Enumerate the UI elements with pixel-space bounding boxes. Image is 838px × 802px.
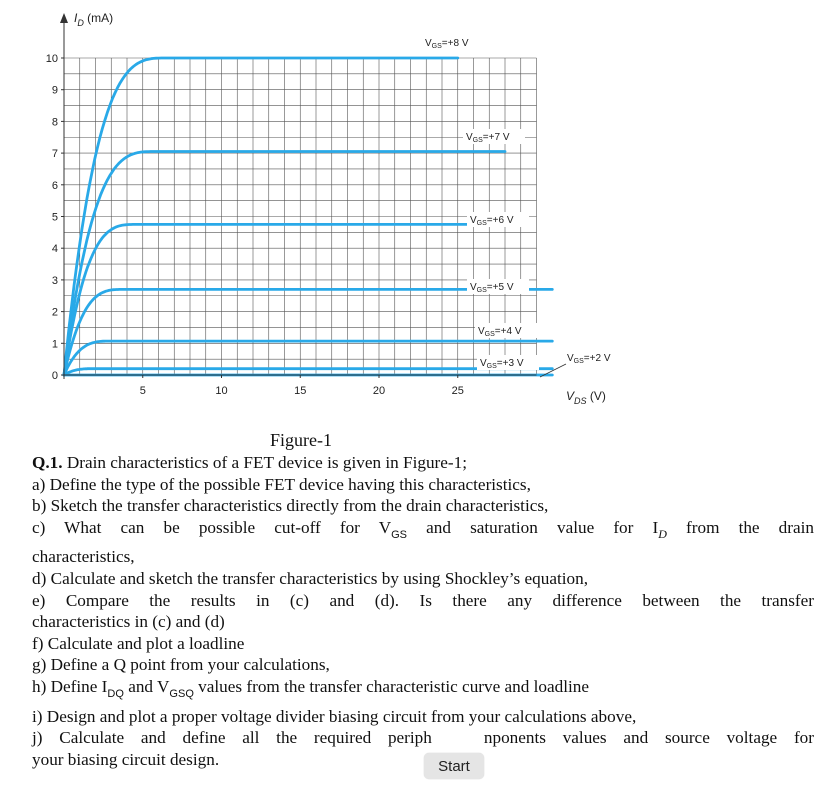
figure-caption: Figure-1 [270, 430, 332, 450]
y-tick-label: 7 [51, 148, 58, 161]
item-d: d) Calculate and sketch the transfer characteristics by using Shockley’s equation, [32, 568, 589, 588]
item-e-line2: characteristics in (c) and (d) [32, 612, 225, 632]
item-f: f) Calculate and plot a loadline [32, 633, 245, 653]
item-a: a) Define the type of the possible FET device having this characteristics, [32, 474, 531, 494]
item-c-cont: characteristics, [32, 547, 135, 567]
y-tick-label: 2 [51, 306, 58, 319]
chart-series-labels [422, 35, 626, 377]
question-intro: Q.1. Drain characteristics of a FET device is given in Figure-1; [32, 453, 467, 472]
question-text [32, 452, 814, 770]
x-tick-label: 25 [451, 385, 464, 397]
item-j-line1: j) Calculate and define all the required periph nponents values and source voltage for [32, 728, 814, 748]
series-label: $V_{GS}=+3$ V [480, 358, 524, 370]
item-c: c) What can be possible cut-off for $V_{GS}$ and saturation value for $I_D$ from the drain [32, 517, 814, 541]
item-b: b) Sketch the transfer characteristics directly from the drain characteristics, [32, 496, 549, 516]
y-tick-label: 6 [51, 179, 58, 192]
series-label: $V_{GS}=+8$ V [425, 38, 469, 50]
question-title: Q.1. [32, 453, 63, 472]
x-tick-label: 15 [294, 385, 307, 397]
item-h: h) Define $I_{DQ}$ and $V_{GSQ}$ values from the transfer characteristic curve and loadline [32, 676, 590, 700]
y-tick-label: 1 [51, 338, 58, 351]
series-label: $V_{GS}=+6$ V [470, 215, 514, 227]
y-axis-label: $I_D$ (mA) [74, 11, 114, 28]
y-tick-label: 3 [51, 274, 58, 287]
x-tick-label: 5 [139, 385, 146, 397]
item-g: g) Define a Q point from your calculations, [32, 655, 330, 675]
series-label: $V_{GS}=+5$ V [470, 282, 514, 294]
x-tick-label: 20 [372, 385, 386, 397]
x-axis-label: $V_{DS}$ (V) [566, 389, 606, 406]
y-axis-arrow [60, 13, 68, 23]
y-tick-label: 10 [45, 53, 58, 65]
x-tick-label: 10 [215, 385, 228, 397]
chart-axes [60, 11, 606, 406]
chart-grid [64, 58, 537, 375]
y-tick-label: 4 [51, 243, 58, 256]
y-tick-label: 0 [51, 370, 58, 382]
series-label: $V_{GS}=+2$ V [567, 353, 611, 365]
item-i: i) Design and plot a proper voltage divider biasing circuit from your calculations above, [32, 706, 637, 726]
y-tick-label: 5 [51, 211, 58, 224]
item-j-line2: your biasing circuit design. [32, 749, 220, 769]
series-label: $V_{GS}=+7$ V [466, 132, 510, 144]
start-button[interactable]: Start [424, 753, 484, 779]
y-tick-label: 8 [51, 116, 58, 129]
y-tick-label: 9 [51, 84, 58, 97]
series-label: $V_{GS}=+4$ V [478, 326, 522, 338]
item-e-line1: e) Compare the results in (c) and (d). Is there any difference between the transfer [32, 590, 814, 610]
